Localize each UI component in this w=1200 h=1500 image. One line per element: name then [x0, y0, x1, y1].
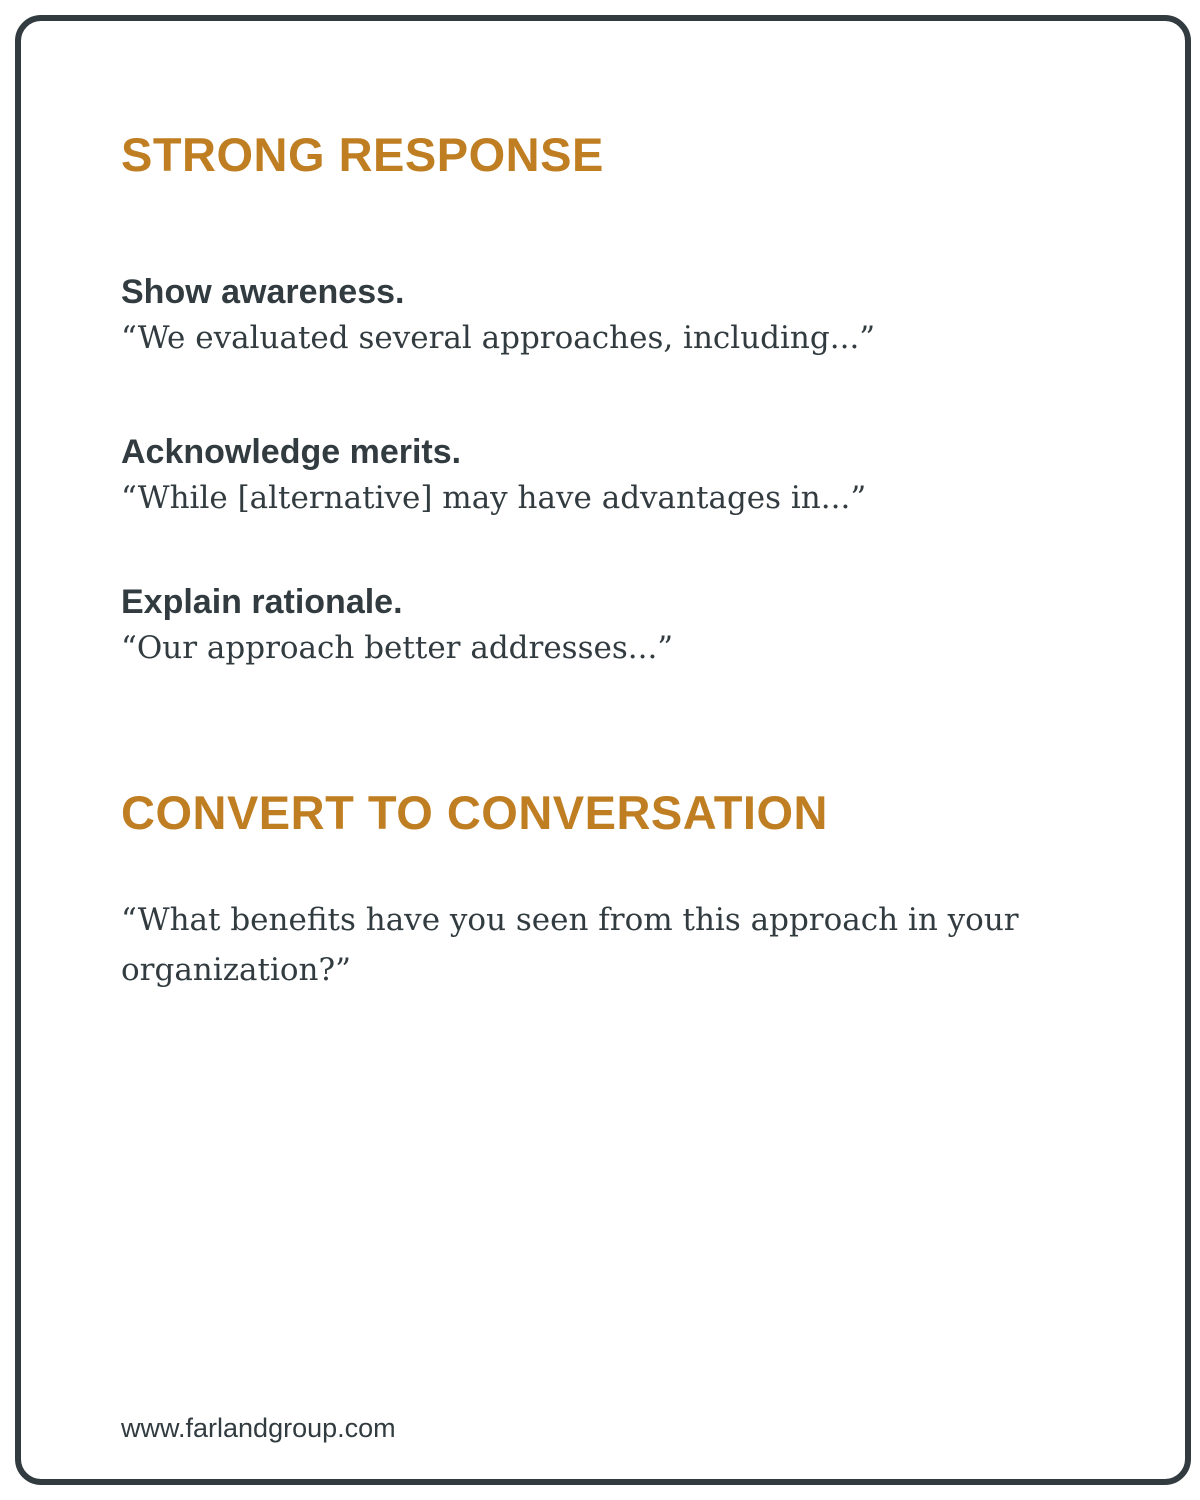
item-title: Show awareness. — [121, 273, 405, 311]
response-item-merits — [121, 431, 1081, 523]
response-item-rationale — [121, 581, 1081, 673]
item-quote: “Our approach better addresses...” — [121, 630, 674, 666]
item-quote: “We evaluated several approaches, including...” — [121, 320, 876, 356]
conversation-question: “What benefits have you seen from this approach in your organization?” — [121, 902, 1019, 988]
convert-heading: CONVERT TO CONVERSATION — [121, 786, 828, 839]
footer-url: www.farlandgroup.com — [121, 1413, 396, 1443]
content-card — [15, 15, 1191, 1485]
response-item-awareness — [121, 271, 1081, 363]
item-title: Acknowledge merits. — [121, 433, 462, 471]
item-quote: “While [alternative] may have advantages in...” — [121, 480, 867, 516]
strong-response-heading: STRONG RESPONSE — [121, 128, 604, 181]
item-title: Explain rationale. — [121, 583, 403, 621]
